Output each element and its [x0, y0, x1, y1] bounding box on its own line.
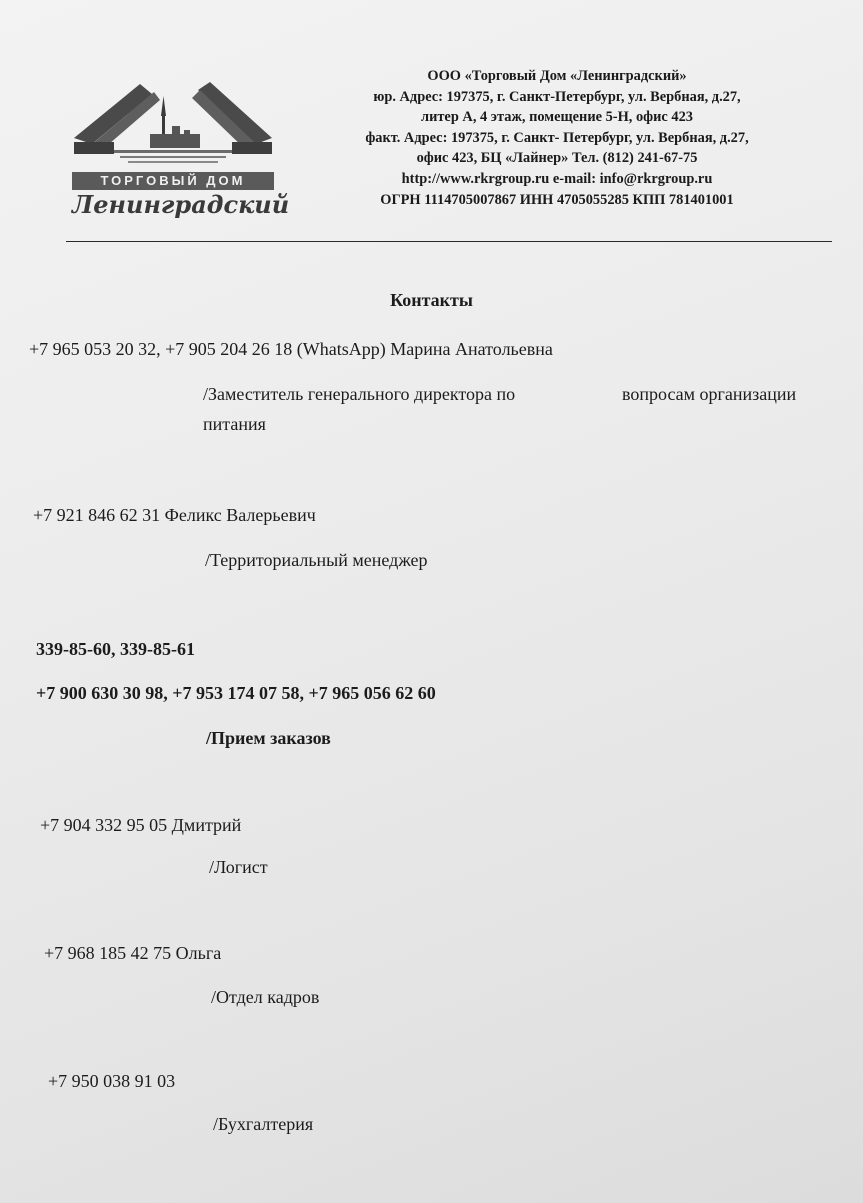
- contact-phone-line: +7 968 185 42 75 Ольга: [44, 943, 222, 963]
- company-name: ООО «Торговый Дом «Ленинградский»: [427, 68, 687, 84]
- contact-phone-line: +7 921 846 62 31 Феликс Валерьевич: [33, 505, 316, 525]
- logo-script-text: Ленинградский: [72, 190, 290, 219]
- contact-role: /Прием заказов: [206, 728, 331, 748]
- contact-phone-line: +7 904 332 95 05 Дмитрий: [40, 815, 242, 835]
- orders-mobile-line: +7 900 630 30 98, +7 953 174 07 58, +7 965 056 62 60: [36, 683, 436, 703]
- registration-numbers: ОГРН 1114705007867 ИНН 4705055285 КПП 781401001: [380, 191, 734, 208]
- contact-role: /Логист: [209, 857, 268, 877]
- header-divider: [66, 241, 832, 242]
- legal-address-line-1: юр. Адрес: 197375, г. Санкт-Петербург, ул. Вербная, д.27,: [373, 88, 741, 105]
- contact-role: /Заместитель генерального директора по: [203, 384, 516, 404]
- contact-role: /Территориальный менеджер: [205, 550, 428, 570]
- contact-role-line-2: питания: [203, 414, 266, 434]
- contact-role: /Бухгалтерия: [213, 1114, 314, 1134]
- contact-phone-line: +7 965 053 20 32, +7 905 204 26 18 (WhatsApp) Марина Анатольевна: [29, 339, 553, 359]
- company-logo: [68, 76, 290, 226]
- contact-phone-line: +7 950 038 91 03: [48, 1071, 176, 1091]
- drawbridge-logo-icon: [68, 76, 278, 176]
- orders-phone-line: 339-85-60, 339-85-61: [36, 639, 195, 659]
- contact-role-continuation: вопросам организации: [622, 384, 797, 404]
- page-title: Контакты: [390, 290, 473, 310]
- actual-address-line-1: факт. Адрес: 197375, г. Санкт- Петербург, ул. Вербная, д.27,: [365, 129, 749, 146]
- company-details: [292, 66, 822, 210]
- contact-role: /Отдел кадров: [211, 987, 320, 1007]
- logo-banner-text: ТОРГОВЫЙ ДОМ: [72, 172, 274, 190]
- web-and-email: http://www.rkrgroup.ru e-mail: info@rkrgroup.ru: [401, 170, 713, 187]
- legal-address-line-2: литер А, 4 этаж, помещение 5-Н, офис 423: [421, 109, 693, 126]
- actual-address-line-2: офис 423, БЦ «Лайнер» Тел. (812) 241-67-75: [416, 150, 698, 167]
